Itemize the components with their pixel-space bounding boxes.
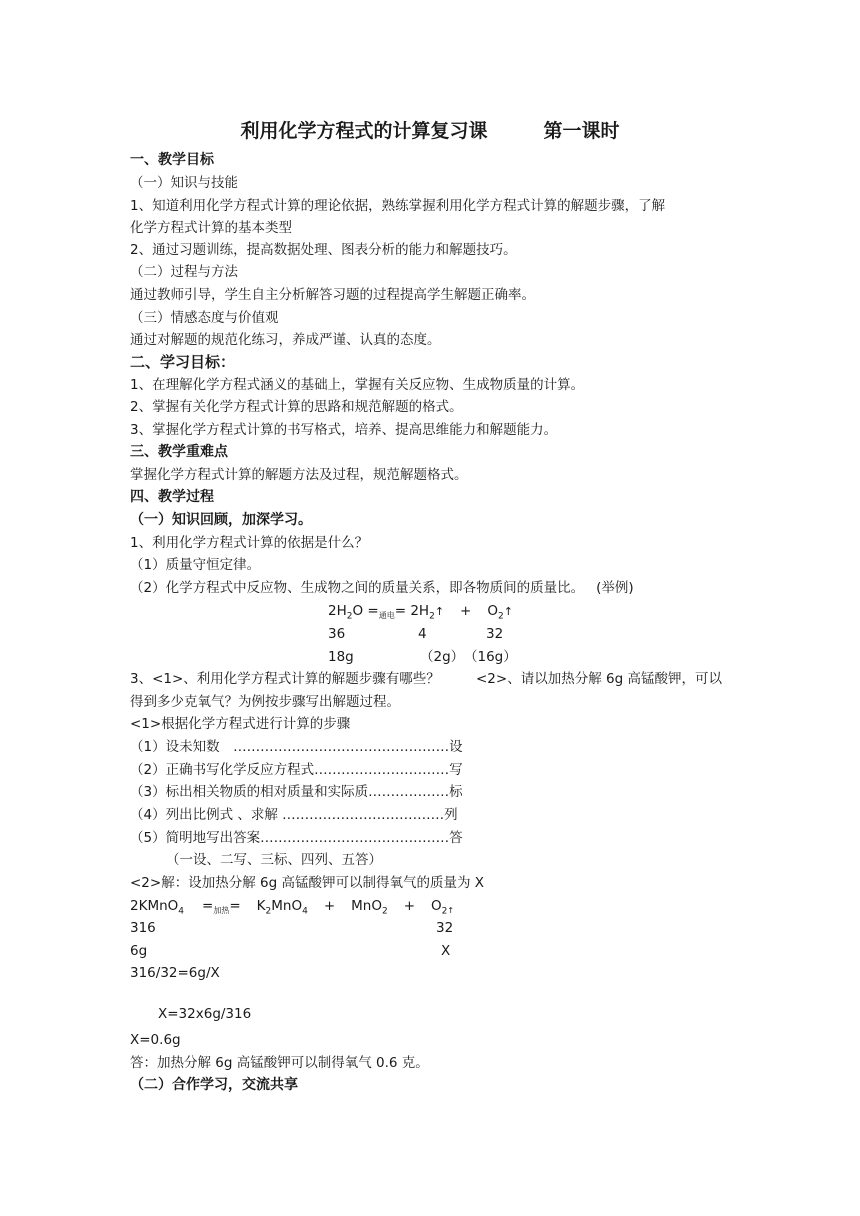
- list-item: 2、掌握有关化学方程式计算的思路和规范解题的格式。: [130, 399, 463, 415]
- mass-value: 4: [418, 626, 427, 642]
- subsection-heading: （一）知识回顾，加深学习。: [130, 512, 312, 528]
- mass-value: 6g: [130, 943, 148, 959]
- answer-item: （1）质量守恒定律。: [130, 557, 261, 573]
- solution-heading: <2>解：设加热分解 6g 高锰酸钾可以制得氧气的质量为 X: [130, 875, 484, 891]
- title-main: 利用化学方程式的计算复习课: [240, 120, 488, 142]
- paragraph: 2、通过习题训练，提高数据处理、图表分析的能力和解题技巧。: [130, 242, 517, 258]
- subsection-heading: （一）知识与技能: [130, 175, 238, 191]
- subsection-heading: （三）情感态度与价值观: [130, 310, 279, 326]
- title-lesson: 第一课时: [543, 120, 620, 142]
- mass-value: X: [441, 943, 451, 959]
- mass-value: （16g）: [464, 649, 517, 665]
- chemical-equation: 2KMnO$_4$ $=_{加热}= K_2MnO_4 + MnO_2 + O_{2↑}$: [130, 898, 455, 917]
- chemical-equation: $2H_2O =_{通电}=$ $2H_2↑$ + $O_2↑$: [328, 603, 513, 622]
- answer-item: [130, 579, 634, 597]
- mass-value: 316: [130, 920, 156, 936]
- paragraph: 1、知道利用化学方程式计算的理论依据，熟练掌握利用化学方程式计算的解题步骤，了解: [130, 198, 666, 214]
- subsection-heading: （二）合作学习，交流共享: [130, 1077, 298, 1093]
- step-item: （2）正确书写化学反应方程式…………………………写: [130, 762, 463, 778]
- result: X=0.6g: [130, 1032, 181, 1048]
- question: 1、利用化学方程式计算的依据是什么？: [130, 535, 369, 551]
- step-item: （3）标出相关物质的相对质量和实际质………………标: [130, 784, 463, 800]
- section-heading: 三、教学重难点: [130, 444, 228, 460]
- mass-value: （2g）: [420, 649, 465, 665]
- mass-value: 18g: [328, 649, 354, 665]
- question: 得到多少克氧气？为例按步骤写出解题过程。: [130, 694, 400, 710]
- step-item: （1）设未知数 …………………………………………设: [130, 739, 463, 755]
- subsection-heading: （二）过程与方法: [130, 264, 238, 280]
- paragraph: 掌握化学方程式计算的解题方法及过程，规范解题格式。: [130, 467, 468, 483]
- mass-value: 36: [328, 626, 346, 642]
- paragraph: 化学方程式计算的基本类型: [130, 220, 292, 236]
- question: 3、<1>、利用化学方程式计算的解题步骤有哪些？: [130, 671, 440, 687]
- paragraph: 通过对解题的规范化练习，养成严谨、认真的态度。: [130, 332, 441, 348]
- proportion: 316/32=6g/X: [130, 965, 220, 981]
- list-item: 3、掌握化学方程式计算的书写格式，培养、提高思维能力和解题能力。: [130, 422, 558, 438]
- mass-value: 32: [486, 626, 504, 642]
- answer-text: （2）化学方程式中反应物、生成物之间的质量关系，即各物质间的质量比。: [130, 580, 585, 596]
- list-item: 1、在理解化学方程式涵义的基础上，掌握有关反应物、生成物质量的计算。: [130, 377, 585, 393]
- mass-value: 32: [436, 920, 454, 936]
- steps-heading: <1>根据化学方程式进行计算的步骤: [130, 716, 351, 732]
- step-item: （5）简明地写出答案……………………………………答: [130, 830, 463, 846]
- step-item: （4）列出比例式 、求解 ………………………………列: [130, 807, 458, 823]
- question: <2>、请以加热分解 6g 高锰酸钾，可以: [476, 671, 722, 687]
- section-heading: 二、学习目标：: [130, 353, 236, 371]
- calculation: X=32x6g/316: [158, 1006, 252, 1022]
- example-tag: (举例): [596, 580, 634, 596]
- section-heading: 一、教学目标: [130, 152, 214, 168]
- paragraph: 通过教师引导，学生自主分析解答习题的过程提高学生解题正确率。: [130, 287, 535, 303]
- section-heading: 四、教学过程: [130, 489, 214, 505]
- page-title: [0, 116, 860, 143]
- answer: 答：加热分解 6g 高锰酸钾可以制得氧气 0.6 克。: [130, 1055, 429, 1071]
- mnemonic: （一设、二写、三标、四列、五答）: [166, 852, 382, 868]
